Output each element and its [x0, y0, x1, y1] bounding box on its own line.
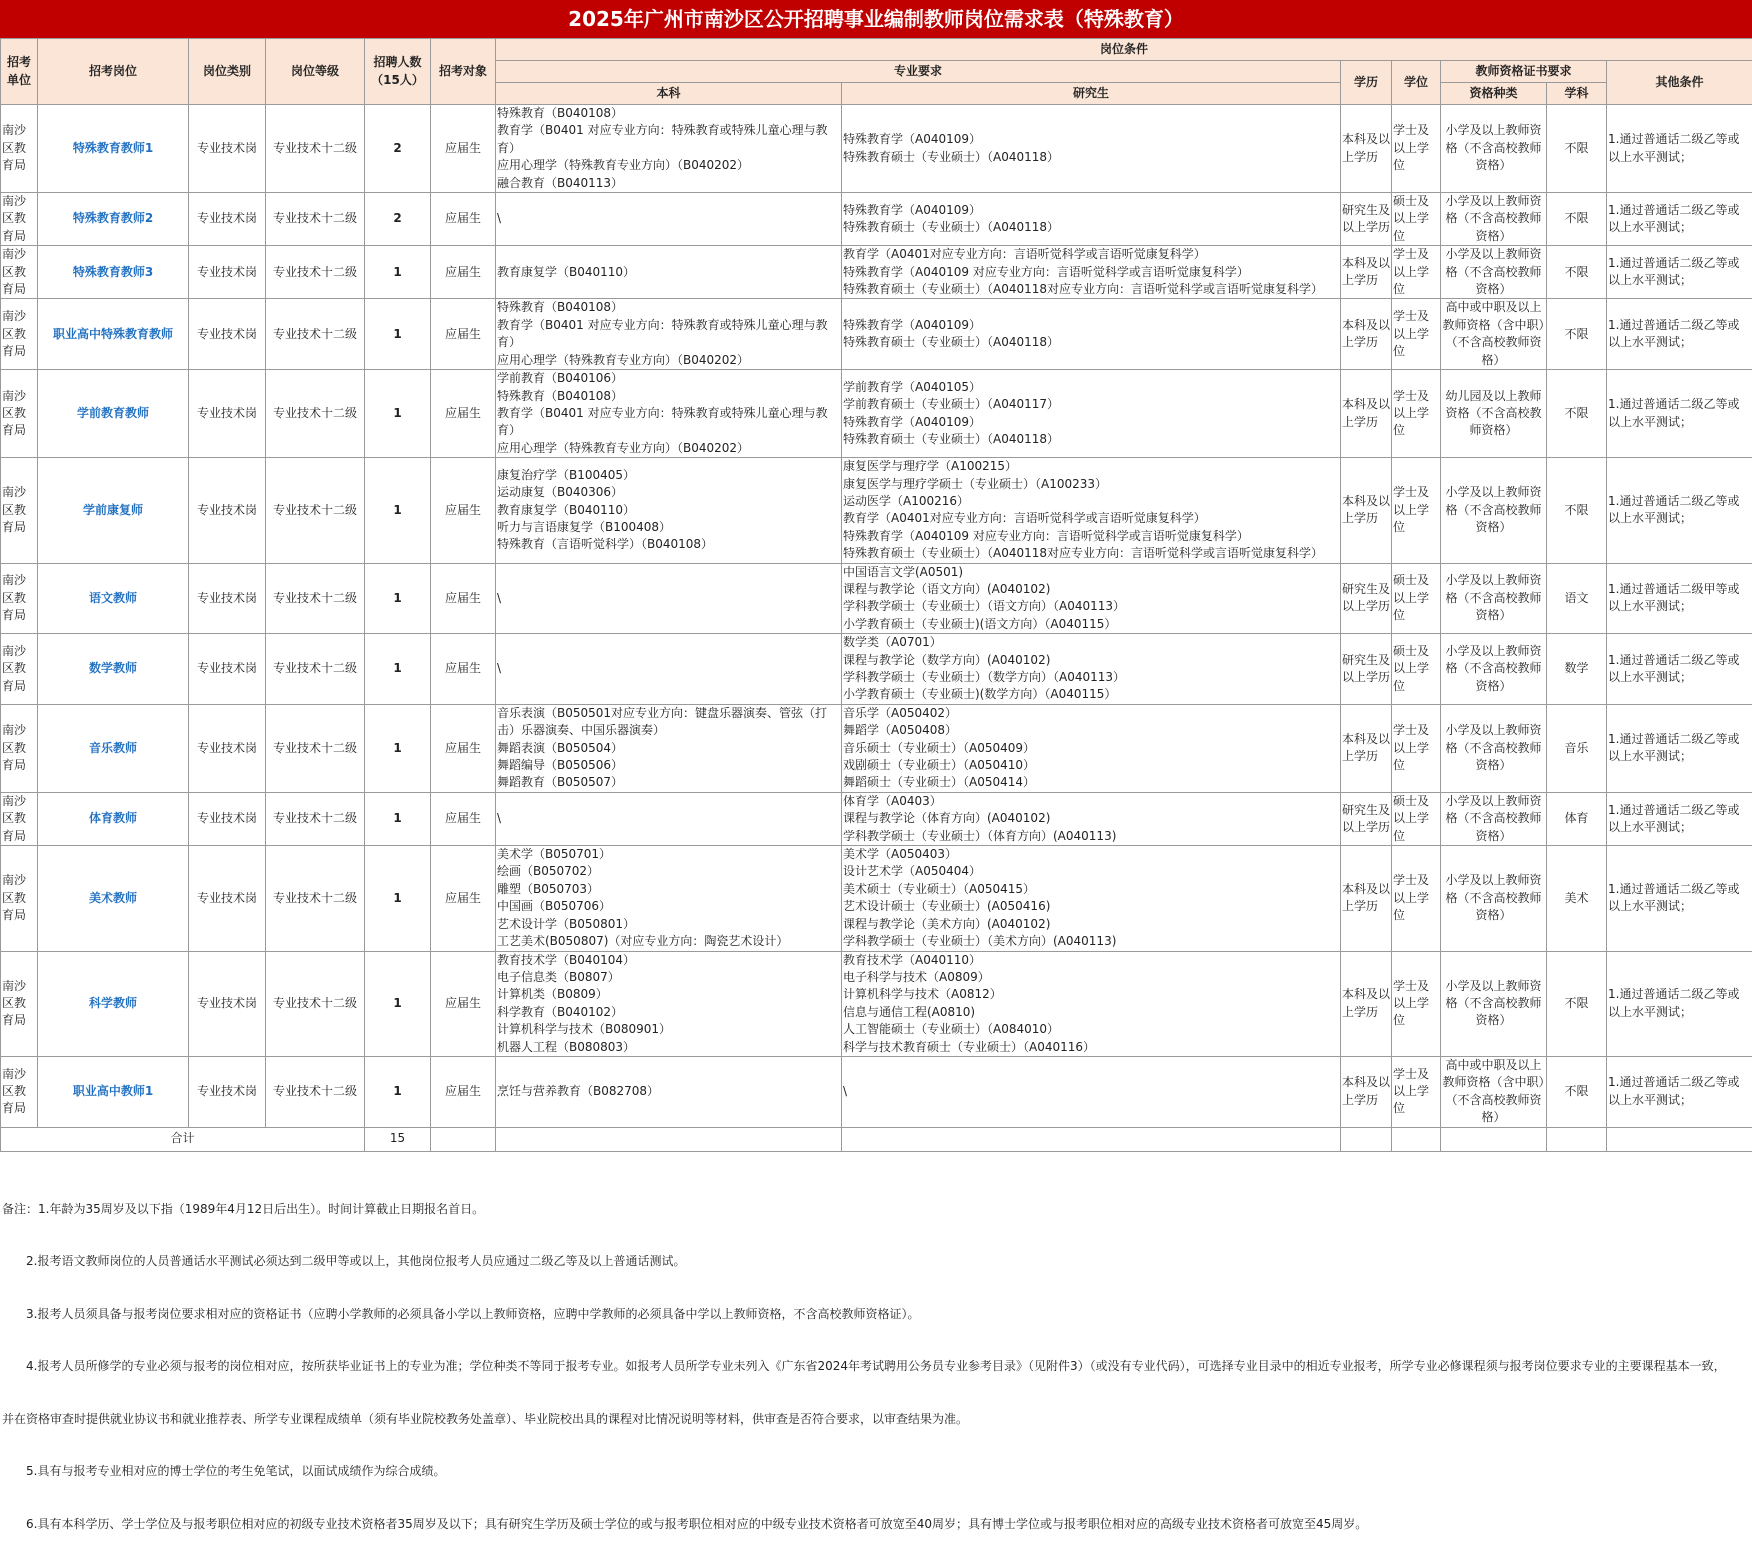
- row-grade: 专业技术十二级: [266, 193, 365, 246]
- row-target: 应届生: [431, 563, 496, 634]
- row-degree: 学士及以上学位: [1392, 299, 1441, 370]
- row-degree: 硕士及以上学位: [1392, 792, 1441, 845]
- row-grade: 专业技术十二级: [266, 704, 365, 792]
- row-target: 应届生: [431, 370, 496, 458]
- row-position: 数学教师: [38, 634, 189, 705]
- row-category: 专业技术岗: [189, 634, 266, 705]
- row-cert-subject: 音乐: [1547, 704, 1607, 792]
- row-education: 本科及以上学历: [1341, 370, 1392, 458]
- row-other: 1.通过普通话二级乙等或以上水平测试；: [1607, 1056, 1752, 1127]
- row-degree: 硕士及以上学位: [1392, 634, 1441, 705]
- row-other: 1.通过普通话二级乙等或以上水平测试；: [1607, 105, 1752, 193]
- table-row: [1, 105, 1752, 193]
- row-target: 应届生: [431, 458, 496, 563]
- row-cert-subject: 数学: [1547, 634, 1607, 705]
- row-other: 1.通过普通话二级乙等或以上水平测试；: [1607, 634, 1752, 705]
- table-row: [1, 370, 1752, 458]
- row-graduate: \: [842, 1056, 1341, 1127]
- row-unit: 南沙区教育局: [1, 563, 38, 634]
- row-count: 1: [365, 458, 431, 563]
- row-category: 专业技术岗: [189, 1056, 266, 1127]
- row-position: 学前康复师: [38, 458, 189, 563]
- header-education: 学历: [1341, 61, 1392, 105]
- row-cert-type: 小学及以上教师资格（不含高校教师资格）: [1441, 634, 1547, 705]
- row-education: 本科及以上学历: [1341, 704, 1392, 792]
- row-degree: 学士及以上学位: [1392, 951, 1441, 1056]
- row-undergrad: 教育技术学（B040104） 电子信息类（B0807） 计算机类（B0809） 科学教育（B040102） 计算机科学与技术（B080901） 机器人工程（B080803）: [496, 951, 842, 1056]
- row-education: 本科及以上学历: [1341, 105, 1392, 193]
- row-graduate: 数学类（A0701） 课程与教学论（数学方向）(A040102) 学科教学硕士（专业硕士）（数学方向）（A040113） 小学教育硕士（专业硕士)(数学方向）（A040115）: [842, 634, 1341, 705]
- row-other: 1.通过普通话二级乙等或以上水平测试；: [1607, 792, 1752, 845]
- row-graduate: 特殊教育学（A040109） 特殊教育硕士（专业硕士）（A040118）: [842, 105, 1341, 193]
- row-education: 研究生及以上学历: [1341, 792, 1392, 845]
- row-grade: 专业技术十二级: [266, 105, 365, 193]
- note-item: 3.报考人员须具备与报考岗位要求相对应的资格证书（应聘小学教师的必须具备小学以上教师资格，应聘中学教师的必须具备中学以上教师资格，不含高校教师资格证）。: [2, 1306, 1750, 1324]
- table-row: [1, 634, 1752, 705]
- row-grade: 专业技术十二级: [266, 246, 365, 299]
- note-item: 5.具有与报考专业相对应的博士学位的考生免笔试，以面试成绩作为综合成绩。: [2, 1463, 1750, 1481]
- row-graduate: 体育学（A0403） 课程与教学论（体育方向）(A040102) 学科教学硕士（专业硕士）（体育方向）(A040113): [842, 792, 1341, 845]
- row-position: 音乐教师: [38, 704, 189, 792]
- row-count: 1: [365, 246, 431, 299]
- row-undergrad: \: [496, 792, 842, 845]
- row-category: 专业技术岗: [189, 846, 266, 951]
- note-item: 6.具有本科学历、学士学位及与报考职位相对应的初级专业技术资格者35周岁及以下；具有研究生学历及硕士学位的或与报考职位相对应的中级专业技术资格者可放宽至40周岁；具有博士学位或与报考职位相对应的高级专业技术资格者可放宽至45周岁。: [2, 1516, 1750, 1534]
- row-cert-type: 小学及以上教师资格（不含高校教师资格）: [1441, 846, 1547, 951]
- row-position: 科学教师: [38, 951, 189, 1056]
- row-undergrad: 特殊教育（B040108） 教育学（B0401 对应专业方向：特殊教育或特殊儿童心理与教育） 应用心理学（特殊教育专业方向）（B040202） 融合教育（B040113）: [496, 105, 842, 193]
- row-target: 应届生: [431, 1056, 496, 1127]
- row-unit: 南沙区教育局: [1, 458, 38, 563]
- row-target: 应届生: [431, 634, 496, 705]
- header-cert-subject: 学科: [1547, 83, 1607, 105]
- header-other: 其他条件: [1607, 61, 1752, 105]
- row-target: 应届生: [431, 299, 496, 370]
- row-grade: 专业技术十二级: [266, 563, 365, 634]
- row-count: 1: [365, 634, 431, 705]
- row-graduate: 音乐学（A050402） 舞蹈学（A050408） 音乐硕士（专业硕士）（A050409） 戏剧硕士（专业硕士）（A050410） 舞蹈硕士（专业硕士）（A050414）: [842, 704, 1341, 792]
- row-cert-subject: 语文: [1547, 563, 1607, 634]
- row-other: 1.通过普通话二级乙等或以上水平测试；: [1607, 370, 1752, 458]
- row-target: 应届生: [431, 792, 496, 845]
- row-count: 1: [365, 951, 431, 1056]
- row-cert-type: 小学及以上教师资格（不含高校教师资格）: [1441, 458, 1547, 563]
- row-unit: 南沙区教育局: [1, 846, 38, 951]
- row-grade: 专业技术十二级: [266, 370, 365, 458]
- notes: [0, 1152, 1752, 1551]
- row-cert-type: 小学及以上教师资格（不含高校教师资格）: [1441, 951, 1547, 1056]
- row-undergrad: 美术学（B050701） 绘画（B050702） 雕塑（B050703） 中国画（B050706） 艺术设计学（B050801） 工艺美术(B050807)（对应专业方向：陶瓷艺术设计）: [496, 846, 842, 951]
- row-grade: 专业技术十二级: [266, 299, 365, 370]
- row-count: 1: [365, 792, 431, 845]
- row-graduate: 特殊教育学（A040109） 特殊教育硕士（专业硕士）（A040118）: [842, 299, 1341, 370]
- header-grade: 岗位等级: [266, 39, 365, 105]
- row-cert-subject: 不限: [1547, 105, 1607, 193]
- row-unit: 南沙区教育局: [1, 704, 38, 792]
- row-count: 2: [365, 193, 431, 246]
- row-position: 体育教师: [38, 792, 189, 845]
- row-education: 本科及以上学历: [1341, 458, 1392, 563]
- row-degree: 学士及以上学位: [1392, 846, 1441, 951]
- row-category: 专业技术岗: [189, 704, 266, 792]
- row-other: 1.通过普通话二级甲等或以上水平测试；: [1607, 563, 1752, 634]
- header-count: 招聘人数（15人）: [365, 39, 431, 105]
- row-position: 学前教育教师: [38, 370, 189, 458]
- row-unit: 南沙区教育局: [1, 193, 38, 246]
- row-undergrad: 教育康复学（B040110）: [496, 246, 842, 299]
- row-category: 专业技术岗: [189, 563, 266, 634]
- row-target: 应届生: [431, 246, 496, 299]
- table-row: [1, 246, 1752, 299]
- row-degree: 学士及以上学位: [1392, 246, 1441, 299]
- total-count: 15: [365, 1127, 431, 1151]
- row-undergrad: 学前教育（B040106） 特殊教育（B040108） 教育学（B0401 对应专业方向：特殊教育或特殊儿童心理与教育） 应用心理学（特殊教育专业方向）（B040202）: [496, 370, 842, 458]
- note-item: 4.报考人员所修学的专业必须与报考的岗位相对应，按所获毕业证书上的专业为准；学位种类不等同于报考专业。如报考人员所学专业未列入《广东省2024年考试聘用公务员专业参考目录》（见附件3）（或没有专业代码），可选择专业目录中的相近专业报考，所学专业必修课程须与报考岗位要求专业的主要课程基本一致，: [2, 1358, 1750, 1376]
- row-unit: 南沙区教育局: [1, 246, 38, 299]
- row-education: 本科及以上学历: [1341, 1056, 1392, 1127]
- row-cert-subject: 不限: [1547, 458, 1607, 563]
- row-cert-type: 小学及以上教师资格（不含高校教师资格）: [1441, 792, 1547, 845]
- header-graduate: 研究生: [842, 83, 1341, 105]
- row-cert-type: 小学及以上教师资格（不含高校教师资格）: [1441, 193, 1547, 246]
- header-cert-type: 资格种类: [1441, 83, 1547, 105]
- row-cert-subject: 不限: [1547, 246, 1607, 299]
- note-item: 备注：1.年龄为35周岁及以下指（1989年4月12日后出生）。时间计算截止日期报名首日。: [2, 1201, 1750, 1219]
- row-undergrad: 音乐表演（B050501对应专业方向：键盘乐器演奏、管弦（打击）乐器演奏、中国乐器演奏） 舞蹈表演（B050504） 舞蹈编导（B050506） 舞蹈教育（B050507）: [496, 704, 842, 792]
- row-category: 专业技术岗: [189, 105, 266, 193]
- row-position: 特殊教育教师3: [38, 246, 189, 299]
- row-count: 1: [365, 704, 431, 792]
- row-other: 1.通过普通话二级乙等或以上水平测试；: [1607, 846, 1752, 951]
- header-category: 岗位类别: [189, 39, 266, 105]
- row-category: 专业技术岗: [189, 193, 266, 246]
- row-category: 专业技术岗: [189, 370, 266, 458]
- header-major-req: 专业要求: [496, 61, 1341, 83]
- page-title: 2025年广州市南沙区公开招聘事业编制教师岗位需求表（特殊教育）: [0, 0, 1752, 38]
- header-target: 招考对象: [431, 39, 496, 105]
- row-undergrad: \: [496, 563, 842, 634]
- header-conditions: 岗位条件: [496, 39, 1752, 61]
- row-cert-type: 小学及以上教师资格（不含高校教师资格）: [1441, 246, 1547, 299]
- row-other: 1.通过普通话二级乙等或以上水平测试；: [1607, 458, 1752, 563]
- table-row: [1, 951, 1752, 1056]
- row-graduate: 学前教育学（A040105） 学前教育硕士（专业硕士）（A040117） 特殊教育学（A040109） 特殊教育硕士（专业硕士）（A040118）: [842, 370, 1341, 458]
- row-category: 专业技术岗: [189, 792, 266, 845]
- row-education: 本科及以上学历: [1341, 951, 1392, 1056]
- total-label: 合计: [1, 1127, 365, 1151]
- row-cert-subject: 不限: [1547, 951, 1607, 1056]
- table-row: [1, 846, 1752, 951]
- row-unit: 南沙区教育局: [1, 105, 38, 193]
- row-unit: 南沙区教育局: [1, 792, 38, 845]
- row-degree: 学士及以上学位: [1392, 1056, 1441, 1127]
- note-item: 并在资格审查时提供就业协议书和就业推荐表、所学专业课程成绩单（须有毕业院校教务处盖章）、毕业院校出具的课程对比情况说明等材料，供审查是否符合要求，以审查结果为准。: [2, 1411, 1750, 1429]
- header-position: 招考岗位: [38, 39, 189, 105]
- row-education: 研究生及以上学历: [1341, 634, 1392, 705]
- table-row: [1, 299, 1752, 370]
- row-position: 特殊教育教师2: [38, 193, 189, 246]
- row-graduate: 特殊教育学（A040109） 特殊教育硕士（专业硕士）（A040118）: [842, 193, 1341, 246]
- row-education: 研究生及以上学历: [1341, 563, 1392, 634]
- table-row: [1, 792, 1752, 845]
- row-unit: 南沙区教育局: [1, 370, 38, 458]
- total-row: [1, 1127, 1752, 1151]
- row-education: 本科及以上学历: [1341, 299, 1392, 370]
- row-education: 本科及以上学历: [1341, 846, 1392, 951]
- row-unit: 南沙区教育局: [1, 951, 38, 1056]
- row-graduate: 教育学（A0401对应专业方向：言语听觉科学或言语听觉康复科学） 特殊教育学（A040109 对应专业方向：言语听觉科学或言语听觉康复科学） 特殊教育硕士（专业硕士）（A040118对应专业方向：言语听觉科学或言语听觉康复科学）: [842, 246, 1341, 299]
- note-item: 2.报考语文教师岗位的人员普通话水平测试必须达到二级甲等或以上，其他岗位报考人员应通过二级乙等及以上普通话测试。: [2, 1253, 1750, 1271]
- row-cert-type: 幼儿园及以上教师资格（不含高校教师资格）: [1441, 370, 1547, 458]
- row-cert-subject: 美术: [1547, 846, 1607, 951]
- row-grade: 专业技术十二级: [266, 458, 365, 563]
- row-grade: 专业技术十二级: [266, 846, 365, 951]
- row-other: 1.通过普通话二级乙等或以上水平测试；: [1607, 951, 1752, 1056]
- row-count: 1: [365, 846, 431, 951]
- row-cert-subject: 体育: [1547, 792, 1607, 845]
- row-degree: 学士及以上学位: [1392, 105, 1441, 193]
- row-other: 1.通过普通话二级乙等或以上水平测试；: [1607, 246, 1752, 299]
- row-count: 1: [365, 299, 431, 370]
- row-target: 应届生: [431, 105, 496, 193]
- row-cert-type: 小学及以上教师资格（不含高校教师资格）: [1441, 704, 1547, 792]
- header-degree: 学位: [1392, 61, 1441, 105]
- table-row: [1, 458, 1752, 563]
- row-degree: 硕士及以上学位: [1392, 193, 1441, 246]
- row-education: 研究生及以上学历: [1341, 193, 1392, 246]
- row-grade: 专业技术十二级: [266, 634, 365, 705]
- row-unit: 南沙区教育局: [1, 299, 38, 370]
- table-row: [1, 563, 1752, 634]
- row-category: 专业技术岗: [189, 246, 266, 299]
- row-category: 专业技术岗: [189, 951, 266, 1056]
- table-row: [1, 1056, 1752, 1127]
- row-degree: 学士及以上学位: [1392, 370, 1441, 458]
- row-degree: 硕士及以上学位: [1392, 563, 1441, 634]
- header-undergrad: 本科: [496, 83, 842, 105]
- row-target: 应届生: [431, 951, 496, 1056]
- row-graduate: 教育技术学（A040110） 电子科学与技术（A0809） 计算机科学与技术（A0812） 信息与通信工程(A0810) 人工智能硕士（专业硕士）（A084010） 科学与技术教育硕士（专业硕士）（A040116）: [842, 951, 1341, 1056]
- row-graduate: 中国语言文学(A0501) 课程与教学论（语文方向）(A040102) 学科教学硕士（专业硕士）（语文方向）（A040113） 小学教育硕士（专业硕士)(语文方向）（A040115）: [842, 563, 1341, 634]
- row-unit: 南沙区教育局: [1, 634, 38, 705]
- row-category: 专业技术岗: [189, 458, 266, 563]
- row-education: 本科及以上学历: [1341, 246, 1392, 299]
- row-count: 2: [365, 105, 431, 193]
- row-count: 1: [365, 563, 431, 634]
- header-unit: 招考单位: [1, 39, 38, 105]
- recruitment-table: [0, 38, 1752, 1152]
- table-row: [1, 704, 1752, 792]
- row-cert-type: 高中或中职及以上教师资格（含中职）（不含高校教师资格）: [1441, 1056, 1547, 1127]
- row-cert-type: 小学及以上教师资格（不含高校教师资格）: [1441, 563, 1547, 634]
- row-undergrad: 康复治疗学（B100405） 运动康复（B040306） 教育康复学（B040110） 听力与言语康复学（B100408） 特殊教育（言语听觉科学）（B040108）: [496, 458, 842, 563]
- table-row: [1, 193, 1752, 246]
- row-count: 1: [365, 370, 431, 458]
- row-other: 1.通过普通话二级乙等或以上水平测试；: [1607, 299, 1752, 370]
- row-other: 1.通过普通话二级乙等或以上水平测试；: [1607, 704, 1752, 792]
- row-cert-subject: 不限: [1547, 193, 1607, 246]
- row-grade: 专业技术十二级: [266, 1056, 365, 1127]
- row-cert-subject: 不限: [1547, 370, 1607, 458]
- row-count: 1: [365, 1056, 431, 1127]
- row-graduate: 康复医学与理疗学（A100215） 康复医学与理疗学硕士（专业硕士）（A100233） 运动医学（A100216） 教育学（A0401对应专业方向：言语听觉科学或言语听觉康复科学） 特殊教育学（A040109 对应专业方向：言语听觉科学或言语听觉康复科学） 特殊教育硕士（专业硕士）（A040118对应专业方向：言语听觉科学或言语听觉康复科学）: [842, 458, 1341, 563]
- row-position: 特殊教育教师1: [38, 105, 189, 193]
- row-other: 1.通过普通话二级乙等或以上水平测试；: [1607, 193, 1752, 246]
- row-target: 应届生: [431, 704, 496, 792]
- row-cert-subject: 不限: [1547, 1056, 1607, 1127]
- row-undergrad: \: [496, 193, 842, 246]
- row-target: 应届生: [431, 193, 496, 246]
- row-target: 应届生: [431, 846, 496, 951]
- row-position: 职业高中特殊教育教师: [38, 299, 189, 370]
- row-undergrad: 特殊教育（B040108） 教育学（B0401 对应专业方向：特殊教育或特殊儿童心理与教育） 应用心理学（特殊教育专业方向）（B040202）: [496, 299, 842, 370]
- row-degree: 学士及以上学位: [1392, 704, 1441, 792]
- row-graduate: 美术学（A050403） 设计艺术学（A050404） 美术硕士（专业硕士）（A050415） 艺术设计硕士（专业硕士）(A050416) 课程与教学论（美术方向）(A040102) 学科教学硕士（专业硕士）（美术方向）(A040113): [842, 846, 1341, 951]
- header-cert-req: 教师资格证书要求: [1441, 61, 1607, 83]
- row-grade: 专业技术十二级: [266, 792, 365, 845]
- row-position: 美术教师: [38, 846, 189, 951]
- row-undergrad: \: [496, 634, 842, 705]
- row-cert-type: 高中或中职及以上教师资格（含中职）（不含高校教师资格）: [1441, 299, 1547, 370]
- row-cert-type: 小学及以上教师资格（不含高校教师资格）: [1441, 105, 1547, 193]
- row-position: 职业高中教师1: [38, 1056, 189, 1127]
- row-cert-subject: 不限: [1547, 299, 1607, 370]
- row-grade: 专业技术十二级: [266, 951, 365, 1056]
- row-undergrad: 烹饪与营养教育（B082708）: [496, 1056, 842, 1127]
- row-unit: 南沙区教育局: [1, 1056, 38, 1127]
- row-position: 语文教师: [38, 563, 189, 634]
- row-degree: 学士及以上学位: [1392, 458, 1441, 563]
- row-category: 专业技术岗: [189, 299, 266, 370]
